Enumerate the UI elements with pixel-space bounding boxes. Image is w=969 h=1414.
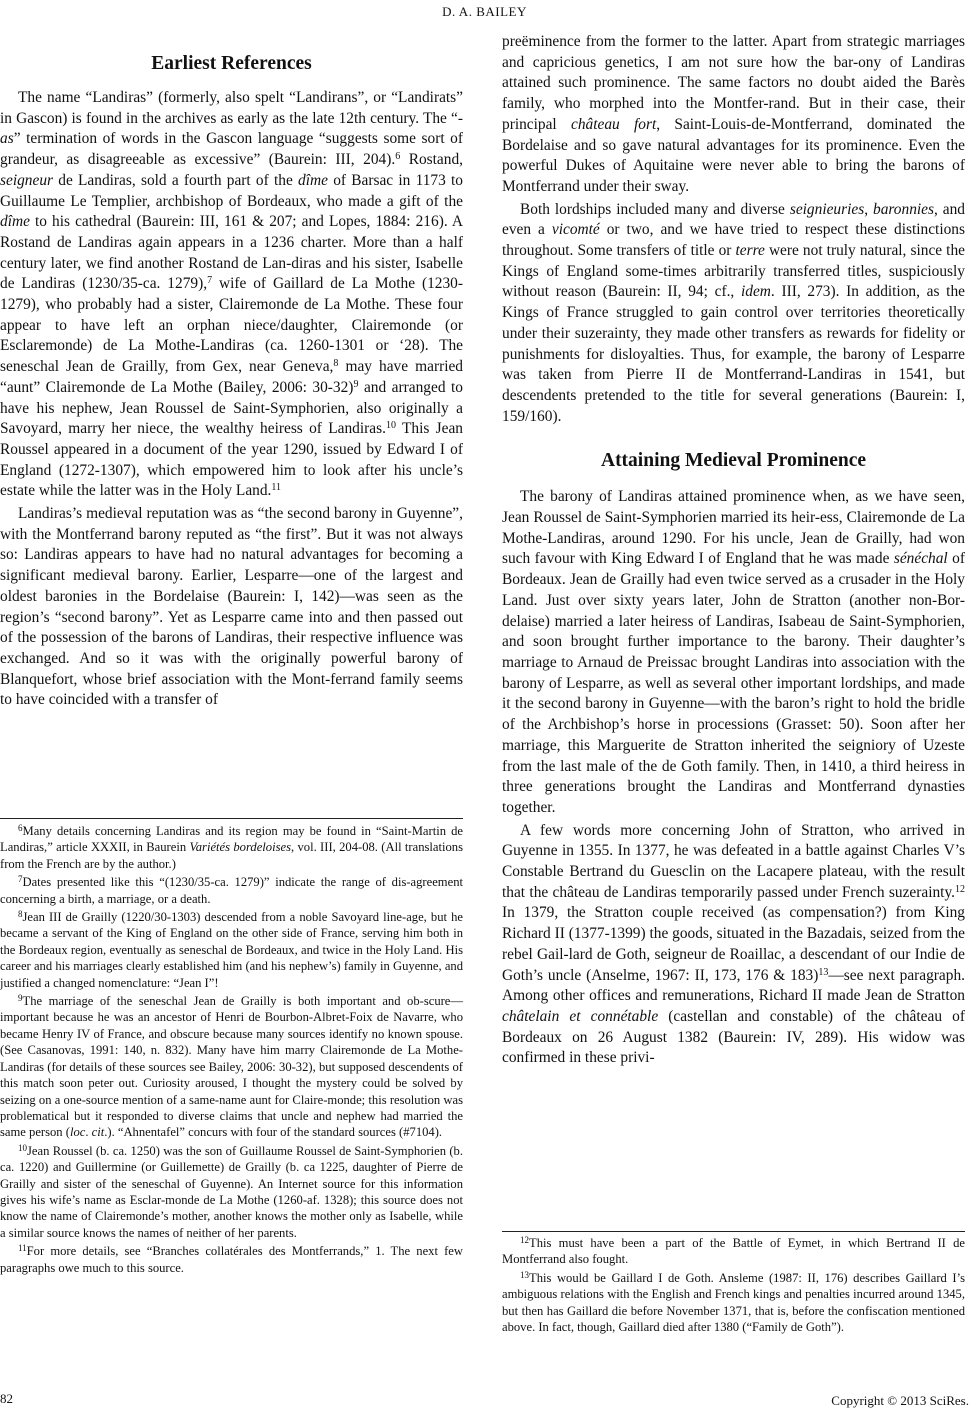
footnote: $^6$Many details concerning Landiras and its region may be found in “Saint-Martin de Landiras,” article XXXII, in Baurein Variétés bordeloises, vol. III, 204-08. (All translations from the French are by the author.) — [0, 823, 463, 871]
footnote-ref[interactable]: 8 — [333, 358, 339, 370]
footnote-ref[interactable]: 12 — [955, 883, 965, 895]
footnote-ref[interactable]: 13 — [818, 966, 829, 978]
footnote-ref[interactable]: 9 — [353, 378, 359, 390]
footnote-ref[interactable]: 11 — [271, 482, 282, 494]
paragraph: preëminence from the former to the latter. Apart from strategic marriages and capricious genetics, I am not sure how the bar-ony of Landiras attained such prominence. The same factors no doubt aided the Barès family, who morphed into the Montfer-rand. But in their case, their principal château fort, Saint-Louis-de-Montferrand, dominated the Bordelaise and so gave natural advantages for its prominence. Even the powerful Dukes of Aquitaine were never able to bring the barons of Montferrand under their sway. — [502, 33, 965, 195]
paragraph: A few words more concerning John of Stratton, who arrived in Guyenne in 1355. In 1377, he was defeated in a battle against Charles V’s Constable Bertrand du Guesclin on the Lacapere plateau, with the result that the château de Landiras temporarily passed under French suzerainty.$^{12}$ In 1379, the Stratton couple received (as compensation?) from King Richard II (1377-1399) the goods, situated in the Bazadais, seized from the rebel Gail-lard de Goth, seigneur de Roaillac, a descendant of our Indie de Goth’s uncle (Anselme, 1967: II, 173, 176 & 183)$^{13}$—see next paragraph. Among other offices and remunerations, Richard II made Jean de Stratton châtelain et connétable (castellan and constable) of the château of Bordeaux on 26 August 1382 (Baurein: IV, 289). His widow was confirmed in these privi- — [502, 821, 966, 1067]
footnote-ref[interactable]: 10 — [385, 420, 396, 432]
footnote: $^{11}$For more details, see “Branches collatérales des Montferrands,” 1. The next few paragraphs owe much to this source. — [0, 1243, 463, 1275]
right-column — [502, 32, 965, 1069]
footnote-ref[interactable]: 7 — [207, 275, 213, 287]
footnotes-left — [0, 823, 463, 1276]
section-heading-earliest-references: Earliest References — [151, 53, 312, 74]
footnotes-right — [502, 1235, 965, 1335]
paragraph: Both lordships included many and diverse seignieuries, baronnies, and even a vicomté or two, and we have tried to respect these distinctions throughout. Some transfers of title or terre were not truly natural, since the Kings of England some-times arbitrarily transferred titles, suspiciously without reason (Baurein: II, 94; cf., idem. III, 273). In addition, as the Kings of France struggled to gain control over territories theoretically under their suzerainty, they made other transfers as rewards for fidelity or punishments for disloyalties. Thus, for example, the barony of Lesparre was taken from Pierre II de Montferrand-Landiras in 1541, but descendents pretended to the title for several generations (Baurein: I, 159/160). — [502, 200, 966, 425]
footnote-ref[interactable]: 6 — [395, 151, 401, 163]
footnote: $^8$Jean III de Grailly (1220/30-1303) descended from a noble Savoyard line-age, but he became a servant of the King of England on the other side of France, serving him both in the Bordeaux region, eventually as seneschal de Bordeaux, and twice in the Holy Land. His career and his marriages clearly established him (and his nephew’s) family in Guyenne, and justified a changed nomenclature: “Jean I”! — [0, 909, 463, 990]
footnote: $^{12}$This must have been a part of the Battle of Eymet, in which Bertrand II de Montferrand also fought. — [502, 1235, 965, 1267]
footnote-rule — [0, 818, 463, 819]
copyright-notice: Copyright © 2013 SciRes. — [831, 1393, 969, 1408]
paragraph: The barony of Landiras attained prominence when, as we have seen, Jean Roussel de Saint-Symphorien married its heir-ess, Clairemonde de La Mothe-Landiras, around 1290. For his uncle, Jean de Grailly, had won such favour with King Edward I of England that he was made sénéchal of Bordeaux. Jean de Grailly had even twice served as a crusader in the Holy Land. Just over sixty years later, John de Stratton (another non-Bor-delaise) married a later heiress of Landiras, Isabeau de Saint-Symphorien, and soon brought further importance to the barony. Their daughter’s marriage to Arnaud de Preissac brought Landiras into association with the barony of Lesparre, as well as several other important lordships, and made it the second barony in Guyenne—with the baron’s right to hold the bridle of the Archbishop’s horse in processions (Grasset: 50). Soon after her marriage, this Marguerite de Stratton inherited the seigniory of Uzeste from the last male of the de Goth family. Then, in 1410, a third heiress in three generations brought the Landiras and Montferrand dynasties together. — [502, 488, 965, 816]
page-number: 82 — [0, 1391, 13, 1406]
footnote: $^{10}$Jean Roussel (b. ca. 1250) was the son of Guillaume Roussel de Saint-Symphorien (b. ca. 1220) and Guillermine (or Guillemette) de Grailly (b. ca 1225, daughter of Pierre de Grailly and sister of the seneschal of Guyenne). An Internet source for this information gives his wife’s name as Esclar-monde de La Mothe (1260-af. 1328); this source does not know the name of Clairemonde’s mother, another knows the mother only as Isabelle, while a similar source knows the names of neither of her parents. — [0, 1142, 463, 1240]
footnote-rule — [502, 1231, 965, 1232]
footnote: $^{13}$This would be Gaillard I de Goth. Ansleme (1987: II, 176) describes Gaillard I’s ambiguous relations with the English and French kings and penalties incurred around 1345, but then has Gaillard die before November 1371, that is, before the confiscation mentioned above. In fact, though, Gaillard died after 1380 (“Family de Goth”). — [502, 1269, 965, 1335]
running-head: D. A. BAILEY — [442, 4, 527, 19]
section-heading-attaining-medieval-prominence: Attaining Medieval Prominence — [600, 450, 867, 472]
left-column — [0, 34, 463, 711]
paragraph: Landiras’s medieval reputation was as “the second barony in Guyenne”, with the Montferrand barony reputed as “the first”. But it was not always so: Landiras appears to have had no natural advantages for becoming a significant medieval barony. Earlier, Lesparre—one of the largest and oldest baronies in the Bordelaise (Baurein: I, 142)—was seen as the region’s “second barony”. Yet as Lesparre came into and then passed out of the possession of the barons of Landiras, their respective influence was exchanged. And so it was with the originally powerful barony of Blanquefort, whose brief association with the Mont-ferrand family seems to have coincided with a transfer of — [0, 505, 463, 709]
paragraph: The name “Landiras” (formerly, also spelt “Landirans”, or “Landirats” in Gascon) is found in the archives as early as the late 12th century. The “-as” termination of words in the Gascon language “suggests some sort of grandeur, as disagreeable as excessive” (Baurein: III, 204).$^6$ Rostand, seigneur de Landiras, sold a fourth part of the dîme of Barsac in 1173 to Guillaume Le Templier, archbishop of Bordeaux, who made a gift of the dîme to his cathedral (Baurein: III, 161 & 207; and Lopes, 1884: 216). A Rostand de Landiras again appears in a 1236 charter. More than a half century later, we find another Rostand de Lan-diras and his sister, Isabelle de Landiras (1230/35-ca. 1279),$^7$ wife of Gaillard de La Mothe (1230-1279), who probably had a sister, Clairemonde de La Mothe. These four appear to have left an orphan niece/daughter, Clairemonde (or Esclaremonde) de La Mothe-Landiras (ca. 1260-1301 or ‘28). The seneschal Jean de Grailly, from Gex, near Geneva,$^8$ may have married “aunt” Clairemonde de La Mothe (Bailey, 2006: 30-32)$^9$ and arranged to have his nephew, Jean Roussel de Saint-Symphorien, also originally a Savoyard, marry her niece, the wealthy heiress of Landiras.$^{10}$ This Jean Roussel appeared in a document of the year 1290, issued by Edward I of England (1272-1307), which empowered him to look after his uncle’s estate while the latter was in the Holy Land.$^{11}$ — [0, 89, 464, 500]
footnote: $^9$The marriage of the seneschal Jean de Grailly is both important and ob-scure—important because he was an ancestor of Henri de Bourbon-Albret-Foix de Navarre, who became Henry IV of France, and obscure because many sources identify no known spouse. (See Casanovas, 1991: 140, n. 832). Many have him marry Clairemonde de La Mothe-Landiras (for details of these sources see Bailey, 2006: 30-32), but supposed descendents of this match soon peter out. Curiosity aroused, I thought the mystery could be solved by seizing on a one-source mention of a same-name aunt for Claire-monde; this resolution was problematical but it responded to diverse claims that uncle and nephew had married the same person (loc. cit.). “Ahnentafel” concurs with four of the standard sources (#7104). — [0, 993, 463, 1140]
footnote: $^7$Dates presented like this “(1230/35-ca. 1279)” indicate the range of dis-agreement concerning a birth, a marriage, or a death. — [0, 874, 463, 906]
